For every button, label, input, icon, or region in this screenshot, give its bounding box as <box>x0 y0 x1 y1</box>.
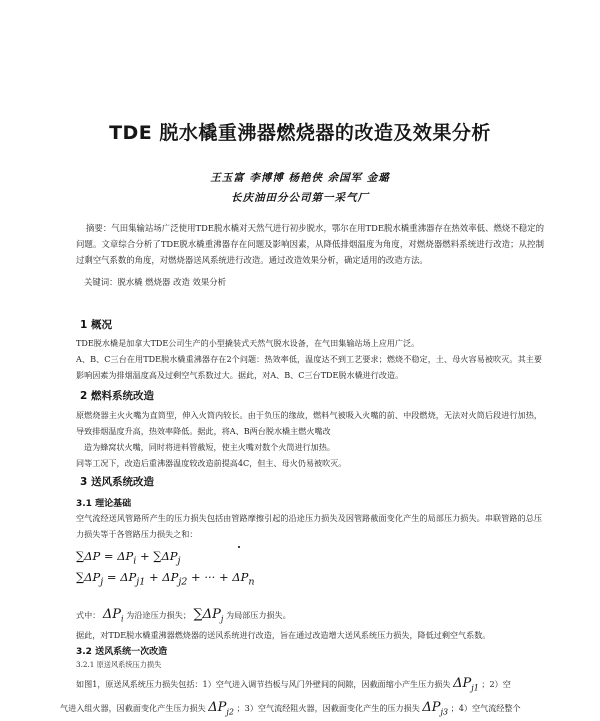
section3-intro: 空气流经送风管路所产生的压力损失包括由管路摩擦引起的沿途压力损失及因管路截面变化产生的局部压力损失。串联管路的总压力损失等于各管路压力损失之和： <box>76 513 542 539</box>
subsection-3-2: 3.2 送风系统一次改造 <box>76 647 168 657</box>
symbol-delta-p-i: $\Delta P_i$ <box>102 607 124 624</box>
paper-title: TDE 脱水橇重沸器燃烧器的改造及效果分析 <box>109 122 491 144</box>
keywords: 关键词：脱水橇 燃烧器 改造 效果分析 <box>84 277 226 287</box>
section-heading-3: 3 送风系统改造 <box>80 476 154 488</box>
section2-para1: 原燃烧器主火火嘴为直筒型，伸入火筒内较长。由于负压的缘故，燃料气被吸入火嘴的前、中段燃烧，无法对火筒后段进行加热，导致排烟温度升高，热效率降低。据此，将A、B两台脱水橇主燃火嘴改 <box>76 410 542 436</box>
abstract: 摘要：气田集输站场广泛使用TDE脱水橇对天然气进行初步脱水，鄂尔在用TDE脱水橇重沸器存在热效率低、燃烧不稳定的问题。文章综合分析了TDE脱水橇重沸器存在问题及影响因素，从降低排烟温度为角度，对燃烧器燃料系统进行改造；从控制过剩空气系数的角度，对燃烧器送风系统进行改造。通过改造效果分析，确定适用的改造方法。 <box>76 223 544 265</box>
section2-para2: 造为蜂窝状火嘴，同时将进料管截短，使主火嘴对数个火筒进行加热。 <box>84 442 335 452</box>
equation-where-line: 式中： $\Delta P_i$ 为沿途压力损失； $\sum\Delta P_j$ 为局部压力损失。 <box>76 607 291 624</box>
subsection-3-2-1: 3.2.1 原送风系统压力损失 <box>76 660 162 669</box>
symbol-delta-p-j2: $\Delta P_{j2}$ <box>208 700 234 717</box>
section2-para3: 同等工况下，改造后重沸器温度较改造前提高4C，但主、母火仍易被吹灭。 <box>76 458 347 468</box>
section1-para1: TDE脱水橇是加拿大TDE公司生产的小型撬装式天然气脱水设备，在气田集输站场上应用广泛。 <box>76 338 420 348</box>
symbol-delta-p-j1: $\Delta P_{j1}$ <box>453 676 479 693</box>
affiliation: 长庆油田分公司第一采气厂 <box>231 192 369 204</box>
section3-after: 据此，对TDE脱水橇重沸器燃烧器的送风系统进行改造，旨在通过改造增大送风系统压力损失，降低过剩空气系数。 <box>76 630 491 640</box>
symbol-sum-delta-p-j: $\sum\Delta P_j$ <box>193 607 224 624</box>
symbol-delta-p-j3: $\Delta P_{j3}$ <box>422 700 449 717</box>
figure-description-line2: 气进入组火器，因截面变化产生压力损失 $\Delta P_{j2}$ ；3）空气流经阻火器，因截面变化产生的压力损失 $\Delta P_{j3}$ ；4）空气流经整个 <box>60 700 521 717</box>
section1-para2: A、B、C三台在用TDE脱水橇重沸器存在2个问题：热效率低，温度达不到工艺要求；燃烧不稳定，土、母火容易被吹灭。其主要影响因素为排烟温度高及过剩空气系数过大。据此，对A、B、C三台TDE脱水橇进行改造。 <box>76 354 542 380</box>
equation-block <box>76 548 276 591</box>
section-heading-1: 1 概况 <box>80 319 112 331</box>
equation-line-1: $\sum\Delta P = \Delta P_i + \sum\Delta P_j$ <box>76 549 181 567</box>
section-heading-2: 2 燃料系统改造 <box>80 390 154 402</box>
author-list: 王玉富 李博博 杨艳侠 余国军 金璐 <box>210 172 390 184</box>
figure-description-line1: 如图1，原送风系统压力损失包括：1）空气进入调节挡板与风门外壁间的间隙，因截面缩小产生压力损失 $\Delta P_{j1}$ ；2）空 <box>76 676 511 693</box>
equation-line-2: $\sum\Delta P_j = \Delta P_{j1} + \Delta P_{j2}$ + ··· + $\Delta P_n$ <box>76 570 255 588</box>
subsection-3-1: 3.1 理论基础 <box>76 499 132 509</box>
